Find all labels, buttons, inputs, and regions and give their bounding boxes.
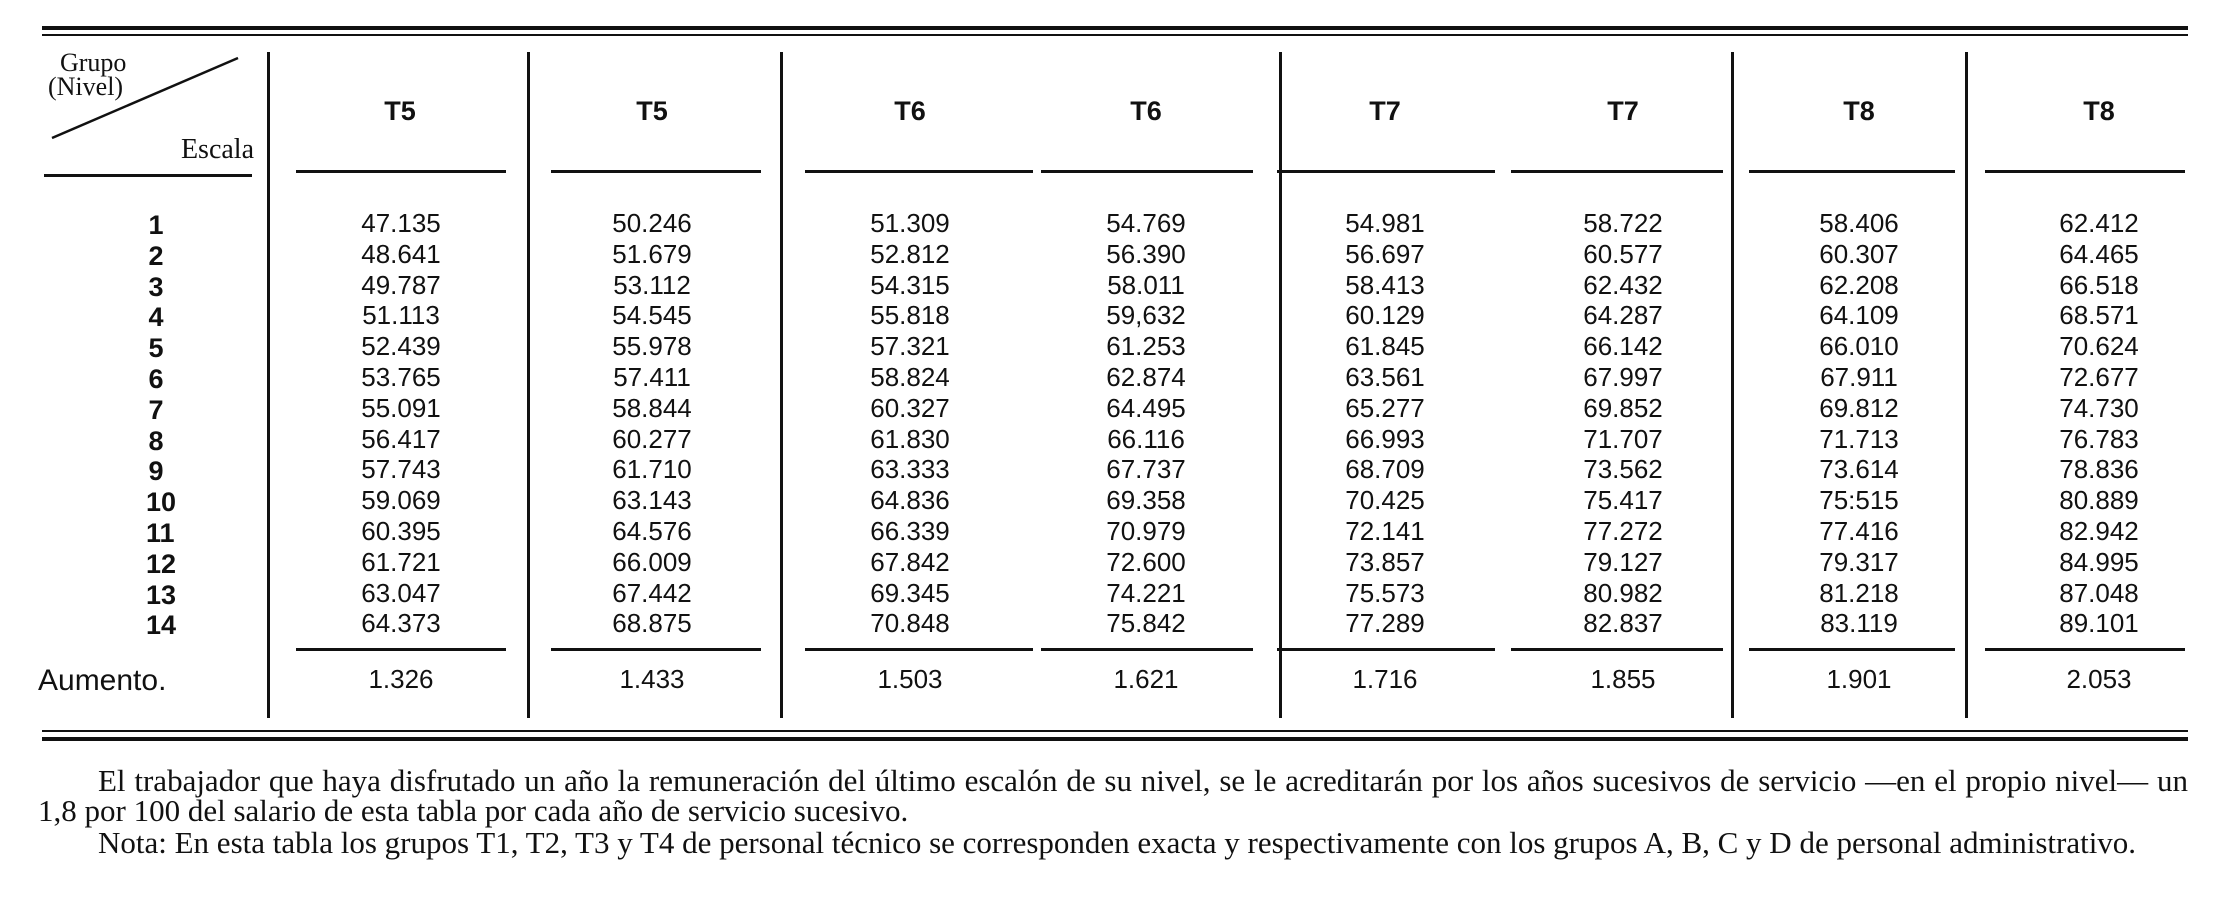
table-cell: 49.787 — [361, 270, 441, 300]
table-cell: 53.112 — [613, 270, 691, 300]
header-underline — [1749, 170, 1955, 173]
table-cell: 64.373 — [361, 608, 441, 638]
table-cell: 72.600 — [1106, 547, 1186, 577]
table-cell: 62.874 — [1106, 362, 1186, 392]
header-underline — [296, 170, 506, 173]
escala-number: 1 — [148, 210, 164, 240]
table-cell: 63.047 — [361, 578, 441, 608]
table-cell: 76.783 — [2059, 424, 2139, 454]
table-cell: 70.425 — [1345, 485, 1425, 515]
table-cell: 58.011 — [1107, 270, 1185, 300]
column-header: T5 — [384, 96, 416, 126]
table-cell: 82.837 — [1583, 608, 1663, 638]
table-cell: 61.253 — [1106, 331, 1186, 361]
table-cell: 61.830 — [870, 424, 950, 454]
table-cell: 64.495 — [1106, 393, 1186, 423]
escala-number: 2 — [148, 241, 164, 271]
table-cell: 79.127 — [1583, 547, 1663, 577]
table-cell: 52.439 — [361, 331, 441, 361]
table-cell: 82.942 — [2059, 516, 2139, 546]
aumento-cell: 2.053 — [2066, 664, 2132, 694]
aumento-rule — [1749, 648, 1955, 651]
corner-grupo: Grupo — [60, 48, 127, 77]
column-header: T6 — [1130, 96, 1162, 126]
table-cell: 60.277 — [612, 424, 692, 454]
corner-escala: Escala — [180, 134, 254, 165]
table-cell: 83.119 — [1820, 608, 1898, 638]
table-cell: 63.333 — [870, 454, 950, 484]
table-cell: 59,632 — [1106, 300, 1186, 330]
table-cell: 79.317 — [1819, 547, 1899, 577]
escala-number: 9 — [148, 456, 164, 486]
note-paragraph: El trabajador que haya disfrutado un año la remuneración del último escalón de su nivel, se le acreditarán por los años sucesivos de servicio —en el propio nivel— un 1,8 por 100 del salario de esta tabla por cada año de servicio sucesivo. — [38, 763, 2188, 828]
column-separator — [1731, 52, 1734, 718]
table-cell: 59.069 — [361, 485, 441, 515]
table-cell: 57.411 — [613, 362, 691, 392]
escala-number: 12 — [146, 549, 177, 579]
table-cell: 73.614 — [1819, 454, 1899, 484]
header-underline — [1985, 170, 2185, 173]
table-cell: 57.743 — [361, 454, 441, 484]
table-cell: 66.993 — [1345, 424, 1425, 454]
table-cell: 51.113 — [362, 300, 440, 330]
table-cell: 81.218 — [1819, 578, 1899, 608]
table-cell: 70.848 — [870, 608, 950, 638]
table-cell: 89.101 — [2059, 608, 2139, 638]
table-cell: 68.571 — [2059, 300, 2139, 330]
table-cell: 53.765 — [361, 362, 441, 392]
escala-number: 8 — [148, 426, 164, 456]
table-cell: 51.309 — [870, 208, 950, 238]
table-cell: 73.857 — [1345, 547, 1425, 577]
table-cell: 55.091 — [361, 393, 441, 423]
table-cell: 58.844 — [612, 393, 692, 423]
escala-number: 11 — [146, 518, 175, 548]
table-cell: 84.995 — [2059, 547, 2139, 577]
table-cell: 72.141 — [1345, 516, 1425, 546]
bottom-rule-thin — [42, 730, 2188, 732]
table-cell: 48.641 — [361, 239, 441, 269]
header-underline — [1277, 170, 1495, 173]
header-underline — [551, 170, 761, 173]
table-cell: 52.812 — [870, 239, 950, 269]
table-cell: 67.842 — [870, 547, 950, 577]
table-cell: 75:515 — [1819, 485, 1899, 515]
column-header: T8 — [2083, 96, 2115, 126]
aumento-rule — [1277, 648, 1495, 651]
table-cell: 69.852 — [1583, 393, 1663, 423]
table-cell: 71.707 — [1583, 424, 1663, 454]
escala-number: 4 — [148, 302, 164, 332]
aumento-rule — [551, 648, 761, 651]
table-cell: 62.432 — [1583, 270, 1663, 300]
table-cell: 75.417 — [1583, 485, 1663, 515]
table-cell: 75.842 — [1106, 608, 1186, 638]
table-cell: 56.697 — [1345, 239, 1425, 269]
column-separator — [267, 52, 270, 718]
aumento-rule — [1511, 648, 1723, 651]
column-header: T6 — [894, 96, 926, 126]
aumento-rule — [1985, 648, 2185, 651]
table-cell: 56.390 — [1106, 239, 1186, 269]
table-cell: 67.442 — [612, 578, 692, 608]
escala-number: 6 — [148, 364, 164, 394]
top-rule-thin — [42, 34, 2188, 36]
header-underline — [805, 170, 1033, 173]
aumento-rule — [1041, 648, 1253, 651]
column-header: T7 — [1607, 96, 1639, 126]
table-cell: 55.978 — [612, 331, 692, 361]
aumento-label: Aumento. — [38, 664, 167, 697]
aumento-rule — [805, 648, 1033, 651]
aumento-rule — [296, 648, 506, 651]
table-cell: 61.845 — [1345, 331, 1425, 361]
table-cell: 68.709 — [1345, 454, 1425, 484]
table-cell: 70.979 — [1106, 516, 1186, 546]
table-cell: 60.577 — [1583, 239, 1663, 269]
table-cell: 74.730 — [2059, 393, 2139, 423]
aumento-cell: 1.901 — [1826, 664, 1892, 694]
table-cell: 54.981 — [1345, 208, 1425, 238]
table-cell: 80.889 — [2059, 485, 2139, 515]
table-cell: 47.135 — [361, 208, 441, 238]
table-cell: 63.143 — [612, 485, 692, 515]
table-cell: 54.769 — [1106, 208, 1186, 238]
table-cell: 54.545 — [612, 300, 692, 330]
aumento-cell: 1.503 — [877, 664, 943, 694]
table-cell: 50.246 — [612, 208, 692, 238]
table-cell: 60.327 — [870, 393, 950, 423]
table-cell: 61.721 — [361, 547, 441, 577]
corner-nivel: (Nivel) — [48, 72, 124, 101]
table-cell: 66.010 — [1819, 331, 1899, 361]
table-cell: 71.713 — [1819, 424, 1899, 454]
table-cell: 60.395 — [361, 516, 441, 546]
table-cell: 55.818 — [870, 300, 950, 330]
top-rule-thick — [42, 26, 2188, 30]
table-cell: 70.624 — [2059, 331, 2139, 361]
escala-number: 14 — [146, 610, 177, 640]
aumento-cell: 1.716 — [1352, 664, 1418, 694]
table-cell: 62.208 — [1819, 270, 1899, 300]
table-cell: 64.287 — [1583, 300, 1663, 330]
table-cell: 58.406 — [1819, 208, 1899, 238]
table-cell: 77.289 — [1345, 608, 1425, 638]
table-cell: 66.142 — [1583, 331, 1663, 361]
escala-number: 10 — [146, 487, 177, 517]
aumento-cell: 1.433 — [619, 664, 685, 694]
escala-number: 7 — [148, 395, 164, 425]
table-cell: 61.710 — [612, 454, 692, 484]
table-cell: 60.129 — [1345, 300, 1425, 330]
table-cell: 66.009 — [612, 547, 692, 577]
table-cell: 77.416 — [1819, 516, 1899, 546]
column-separator — [527, 52, 530, 718]
table-cell: 80.982 — [1583, 578, 1663, 608]
table-cell: 58.413 — [1345, 270, 1425, 300]
column-separator — [1279, 52, 1282, 718]
escala-underline — [44, 174, 252, 177]
table-cell: 67.997 — [1583, 362, 1663, 392]
table-cell: 75.573 — [1345, 578, 1425, 608]
aumento-cell: 1.326 — [368, 664, 434, 694]
table-cell: 54.315 — [870, 270, 950, 300]
column-header: T5 — [636, 96, 668, 126]
column-separator — [1965, 52, 1968, 718]
table-cell: 57.321 — [870, 331, 950, 361]
table-cell: 58.722 — [1583, 208, 1663, 238]
column-separator — [780, 52, 783, 718]
table-cell: 87.048 — [2059, 578, 2139, 608]
escala-number: 13 — [146, 580, 177, 610]
table-cell: 65.277 — [1345, 393, 1425, 423]
header-underline — [1041, 170, 1253, 173]
table-cell: 73.562 — [1583, 454, 1663, 484]
aumento-cell: 1.855 — [1590, 664, 1656, 694]
table-cell: 77.272 — [1583, 516, 1663, 546]
header-underline — [1511, 170, 1723, 173]
table-cell: 51.679 — [612, 239, 692, 269]
table-cell: 64.576 — [612, 516, 692, 546]
escala-number: 5 — [148, 333, 164, 363]
table-cell: 67.737 — [1106, 454, 1186, 484]
note-nota: Nota: En esta tabla los grupos T1, T2, T3 y T4 de personal técnico se corresponden exacta y respectivamente con los grupos A, B, C y D de personal administrativo. — [98, 825, 2137, 860]
table-cell: 64.465 — [2059, 239, 2139, 269]
table-cell: 69.358 — [1106, 485, 1186, 515]
corner-header — [44, 50, 256, 170]
table-cell: 66.339 — [870, 516, 950, 546]
table-cell: 60.307 — [1819, 239, 1899, 269]
bottom-rule-thick — [42, 737, 2188, 741]
column-header: T8 — [1843, 96, 1875, 126]
table-cell: 62.412 — [2059, 208, 2139, 238]
aumento-cell: 1.621 — [1113, 664, 1179, 694]
table-cell: 78.836 — [2059, 454, 2139, 484]
table-cell: 66.116 — [1107, 424, 1185, 454]
table-cell: 67.911 — [1820, 362, 1898, 392]
table-cell: 69.812 — [1819, 393, 1899, 423]
table-cell: 69.345 — [870, 578, 950, 608]
table-cell: 66.518 — [2059, 270, 2139, 300]
table-cell: 64.836 — [870, 485, 950, 515]
table-cell: 74.221 — [1106, 578, 1186, 608]
table-cell: 63.561 — [1345, 362, 1425, 392]
column-header: T7 — [1369, 96, 1401, 126]
table-cell: 68.875 — [612, 608, 692, 638]
escala-number: 3 — [148, 272, 164, 302]
table-cell: 58.824 — [870, 362, 950, 392]
table-cell: 72.677 — [2059, 362, 2139, 392]
table-cell: 56.417 — [361, 424, 441, 454]
table-cell: 64.109 — [1819, 300, 1899, 330]
